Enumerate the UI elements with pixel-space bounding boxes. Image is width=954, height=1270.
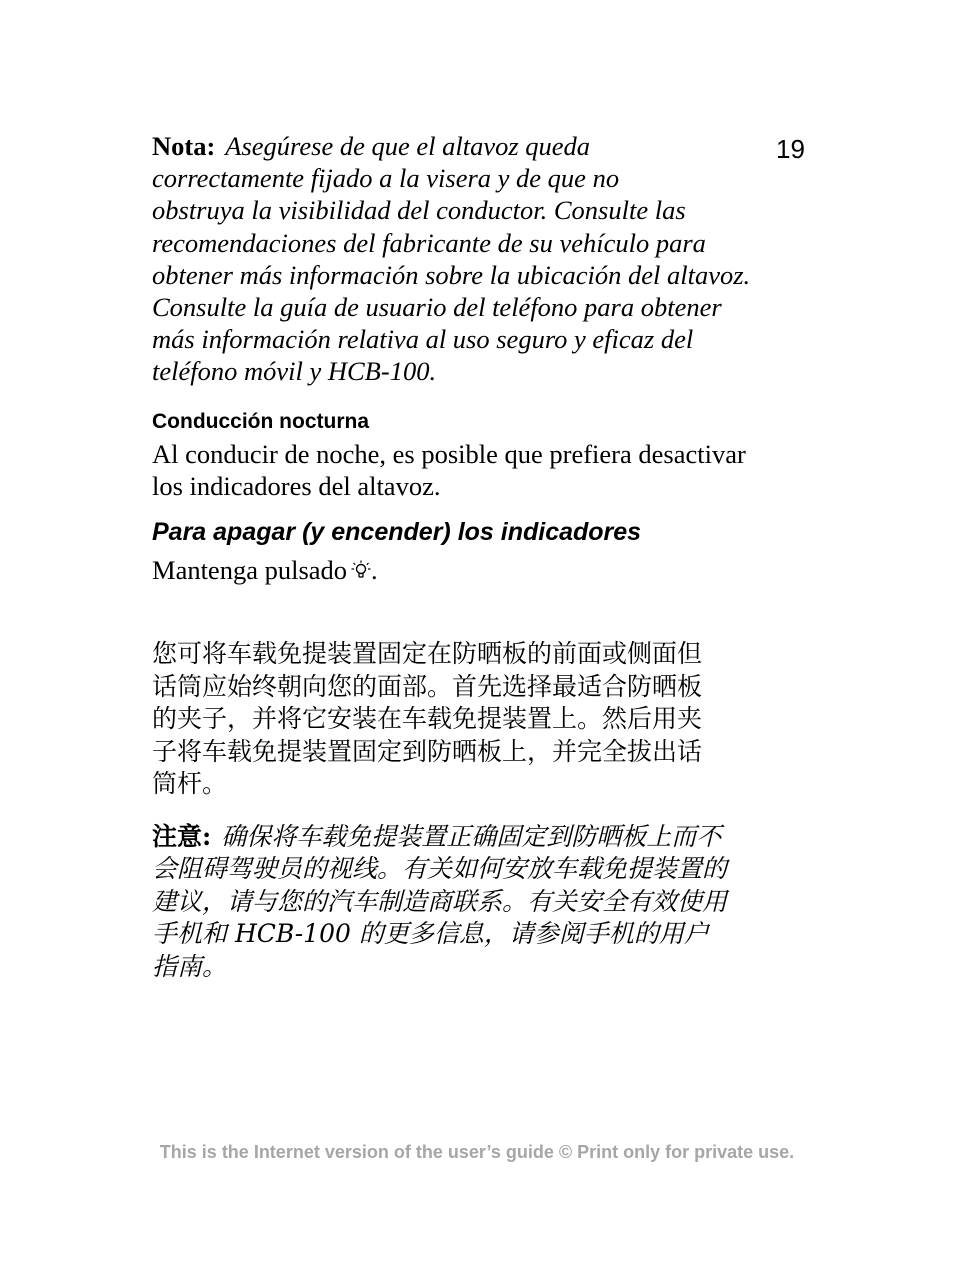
note-paragraph xyxy=(152,130,852,388)
indicators-subheading: Para apagar (y encender) los indicadores xyxy=(152,517,642,546)
section-heading-night-driving: Conducción nocturna xyxy=(152,409,369,433)
chinese-section xyxy=(152,638,832,983)
page-number: 19 xyxy=(776,134,805,164)
chinese-note-text: 确保将车载免提装置正确固定到防晒板上而不 会阻碍驾驶员的视线。有关如何安放车载免提装置的 建议，请与您的汽车制造商联系。有关安全有效使用 手机和 HCB-100 的更多信息，请参阅手机的用户 指南。 xyxy=(152,821,728,981)
night-driving-body: Al conducir de noche, es posible que prefiera desactivar los indicadores del altavoz. xyxy=(152,438,746,502)
chinese-paragraph: 您可将车载免提装置固定在防晒板的前面或侧面但 话筒应始终朝向您的面部。首先选择最适合防晒板 的夹子，并将它安装在车载免提装置上。然后用夹 子将车载免提装置固定到防晒板上，并完全拔出话 筒杆。 xyxy=(152,639,703,798)
footer-notice: This is the Internet version of the user’s guide © Print only for private use. xyxy=(159,1142,795,1162)
chinese-note xyxy=(152,821,832,984)
instruction-line xyxy=(152,553,852,587)
spanish-section xyxy=(152,130,852,587)
instruction-text: Mantenga pulsado xyxy=(152,554,348,585)
note-label: Nota: xyxy=(152,131,216,161)
light-bulb-icon xyxy=(351,556,371,578)
chinese-note-label: 注意: xyxy=(152,821,212,851)
instruction-period: . xyxy=(371,554,378,585)
note-text: Asegúrese de que el altavoz queda correctamente fijado a la visera y de que no obstruya la visibilidad del conductor. Consulte las recomendaciones del fabricante de su vehículo para obtener más información sobre la ubicación del altavoz. Consulte la guía de usuario del teléfono para obtener más información relativa al uso seguro y eficaz del teléfono móvil y HCB-100. xyxy=(152,131,751,387)
